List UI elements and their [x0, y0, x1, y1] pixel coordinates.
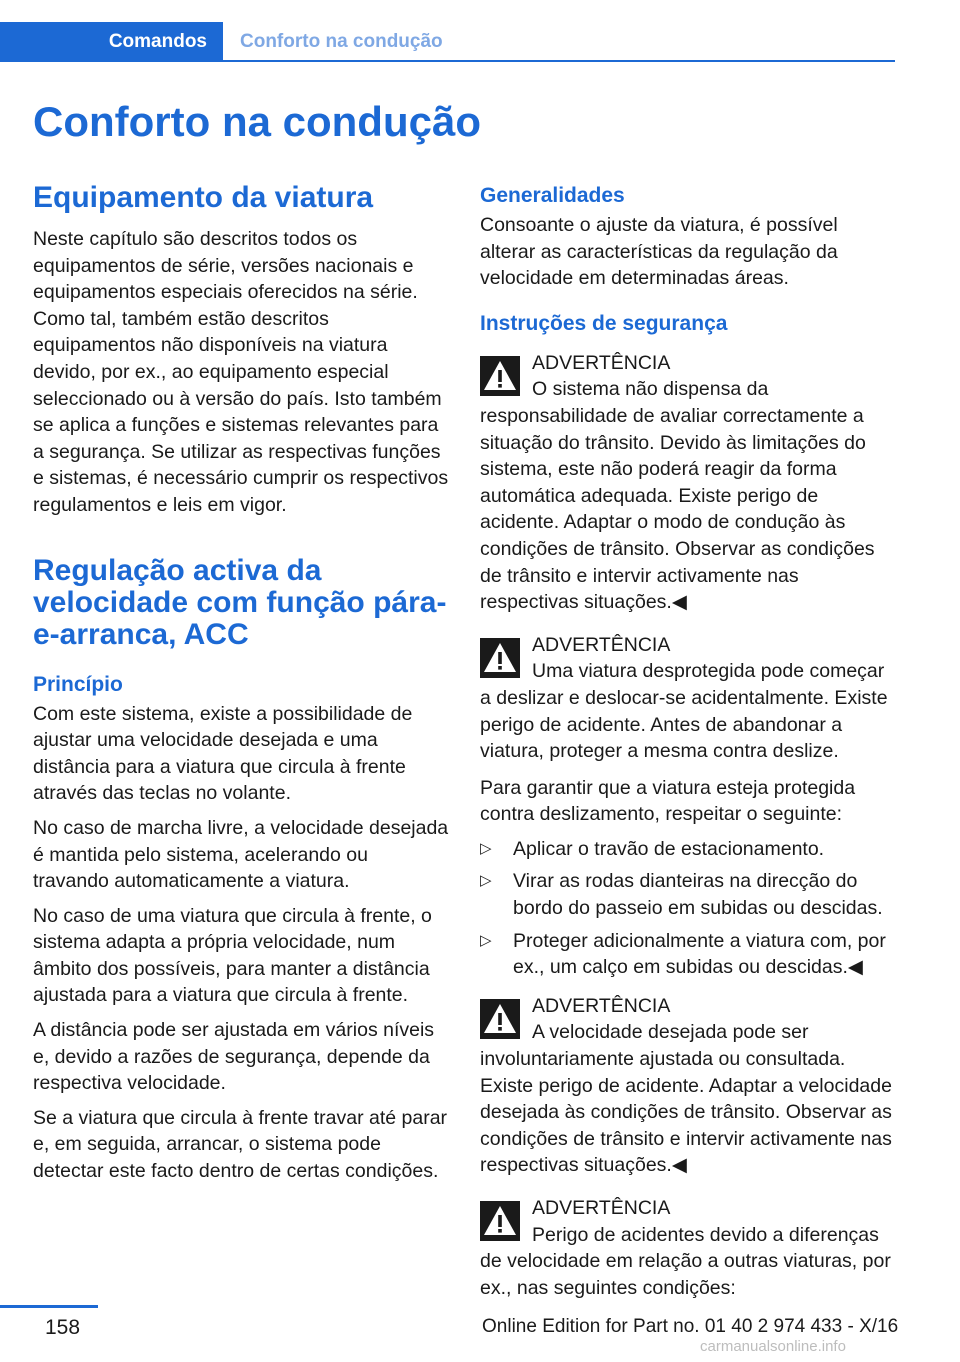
warning-text-3: A velocidade desejada pode ser involuntariamente ajustada ou consultada. Existe perigo de acidente. Adaptar a velocidade desejada às condições de trânsito. Observar as condições de trânsito e intervir activamente nas respectivas situações.◀ [480, 1021, 892, 1177]
warning-text-4: Perigo de acidentes devido a diferenças de velocidade em relação a outras viaturas, por ex., nas seguintes condições: [480, 1223, 891, 1299]
bullet-triangle-icon: ▷ [480, 839, 492, 857]
subsection-title-general: Generalidades [480, 184, 625, 207]
warning-block-2 [480, 632, 896, 765]
warning-label: ADVERTÊNCIA [532, 1197, 671, 1219]
principle-paragraph-3: No caso de uma viatura que circula à frente, o sistema adapta a própria velocidade, num âmbito dos possíveis, para manter a distância ajustada para a viatura que circula à frente. [33, 904, 432, 1007]
warning-label: ADVERTÊNCIA [532, 351, 671, 374]
section-title-equipment: Equipamento da viatura [33, 181, 374, 214]
warning-text-2: Uma viatura desprotegida pode começar a deslizar e deslocar-se acidentalmente. Existe perigo de acidente. Antes de abandonar a viatura, proteger a mesma contra deslize. [480, 660, 888, 763]
warning-triangle-icon [480, 638, 520, 678]
principle-paragraph-4: A distância pode ser ajustada em vários níveis e, devido a razões de segurança, depende da respectiva velocidade. [33, 1019, 435, 1095]
principle-paragraph-5: Se a viatura que circula à frente travar até parar e, em seguida, arrancar, o sistema pode detectar este facto dentro de certas condições. [33, 1106, 448, 1183]
warning-triangle-icon [480, 999, 520, 1039]
warning-block-3 [480, 993, 896, 1179]
warning-block-4 [480, 1195, 896, 1301]
warning-text-1: O sistema não dispensa da responsabilidade de avaliar correctamente a situação do trânsito. Devido às limitações do sistema, este não poderá reagir da forma automática adequada. Existe perigo de acidente. Adaptar o modo de condução às condições de trânsito. Observar as condições de trânsito e intervir activamente nas respectivas situações.◀ [480, 378, 875, 614]
page-number: 158 [45, 1316, 81, 1339]
list-item: ▷ Aplicar o travão de estacionamento. [480, 836, 896, 863]
bullet-triangle-icon: ▷ [480, 931, 492, 949]
warning-label: ADVERTÊNCIA [532, 994, 671, 1017]
header-tab-comandos: Comandos [0, 22, 223, 62]
equipment-paragraph: Neste capítulo são descritos todos os equipamentos de série, versões nacionais e equipamentos especiais oferecidos na série. Como tal, também estão descritos equipamentos não disponíveis na viatura devido, por ex., ao equipamento especial seleccionado ou à versão do país. Isto também se aplica a funções e sistemas relevantes para a segurança. Se utilizar as respectivas funções e sistemas, é necessário cumprir os respectivos regulamentos e leis em vigor. [33, 228, 449, 516]
subsection-title-principle: Princípio [33, 672, 123, 696]
warning-block-1 [480, 350, 896, 616]
principle-paragraph-1: Com este sistema, existe a possibilidade de ajustar uma velocidade desejada e uma distância para a viatura que circula à frente através das teclas no volante. [33, 702, 413, 805]
running-header [0, 22, 895, 62]
edition-footer: Online Edition for Part no. 01 40 2 974 433 - X/16 [482, 1316, 899, 1337]
subsection-title-safety: Instruções de segurança [480, 311, 728, 335]
page-title: Conforto na condução [33, 98, 481, 145]
general-paragraph: Consoante o ajuste da viatura, é possível alterar as características da regulação da velocidade em determinadas áreas. [480, 214, 838, 290]
watermark: carmanualsonline.info [700, 1338, 846, 1355]
left-column [33, 182, 449, 1193]
list-item: ▷ Virar as rodas dianteiras na direcção do bordo do passeio em subidas ou descidas. [480, 870, 883, 920]
list-item: ▷ Proteger adicionalmente a viatura com, por ex., um calço em subidas ou descidas.◀ [480, 929, 886, 979]
page-number-rule [0, 1305, 98, 1308]
warning-triangle-icon [480, 356, 520, 396]
header-rule [223, 60, 895, 62]
bullet-triangle-icon: ▷ [480, 872, 492, 890]
warning-triangle-icon [480, 1201, 520, 1241]
warning-label: ADVERTÊNCIA [532, 633, 671, 656]
principle-paragraph-2: No caso de marcha livre, a velocidade desejada é mantida pelo sistema, acelerando ou travando automaticamente a viatura. [33, 816, 449, 893]
right-column [480, 182, 896, 1311]
precautions-list [480, 836, 896, 981]
guarantee-paragraph: Para garantir que a viatura esteja protegida contra deslizamento, respeitar o seguinte: [480, 776, 856, 826]
section-title-acc: Regulação activa da velocidade com função pára-e-arranca, ACC [33, 553, 447, 651]
header-tab-section: Conforto na condução [240, 31, 443, 52]
